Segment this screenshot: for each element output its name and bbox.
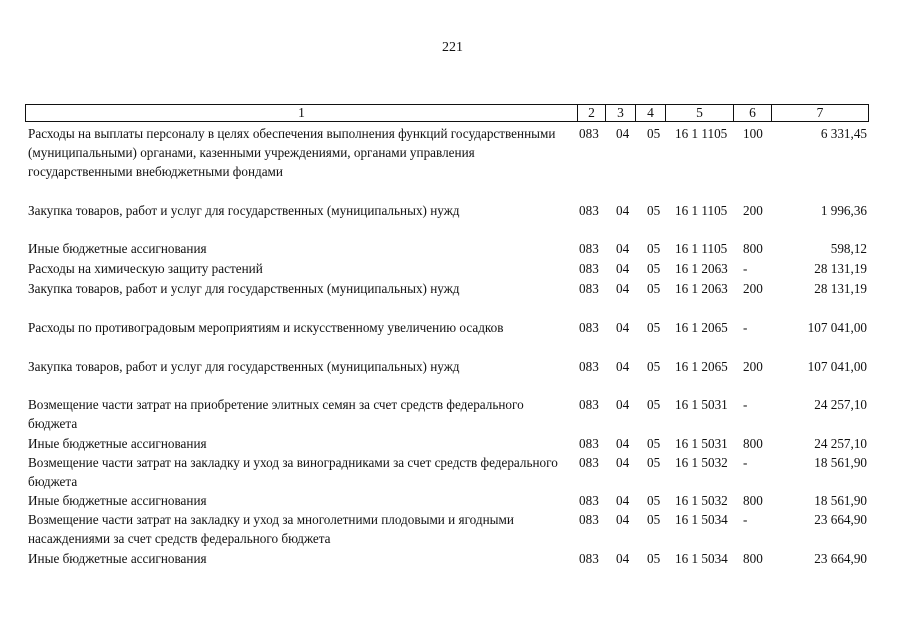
- header-col-2: 2: [578, 105, 606, 121]
- row-subsection: 05: [647, 203, 661, 218]
- row-name: Расходы на выплаты персоналу в целях обеспечения выполнения функций государственными (муниципальными) органами, казенными учреждениями, органами управления государственными внебюджетными фондами: [28, 126, 556, 179]
- header-col-5: 5: [666, 105, 734, 121]
- row-sum: 598,12: [830, 241, 867, 256]
- row-target-code: 16 1 5031: [675, 397, 728, 412]
- row-name: Расходы на химическую защиту растений: [28, 261, 263, 276]
- row-section: 04: [616, 359, 630, 374]
- row-subsection: 05: [647, 493, 661, 508]
- row-sum: 23 664,90: [814, 551, 867, 566]
- header-col-1: 1: [26, 105, 578, 121]
- row-code: 083: [579, 203, 599, 218]
- row-expense-type: 800: [743, 241, 763, 256]
- row-expense-type: 200: [743, 281, 763, 296]
- row-sum: 28 131,19: [814, 281, 867, 296]
- row-target-code: 16 1 2063: [675, 281, 728, 296]
- row-section: 04: [616, 261, 630, 276]
- row-name: Закупка товаров, работ и услуг для государственных (муниципальных) нужд: [28, 359, 460, 374]
- row-section: 04: [616, 241, 630, 256]
- row-target-code: 16 1 2065: [675, 359, 728, 374]
- row-name: Закупка товаров, работ и услуг для государственных (муниципальных) нужд: [28, 281, 460, 296]
- row-sum: 107 041,00: [807, 359, 867, 374]
- row-sum: 23 664,90: [814, 512, 867, 527]
- row-name: Расходы по противоградовым мероприятиям и искусственному увеличению осадков: [28, 320, 504, 335]
- row-code: 083: [579, 126, 599, 141]
- row-code: 083: [579, 320, 599, 335]
- table-header: [25, 104, 869, 122]
- row-expense-type: 200: [743, 203, 763, 218]
- row-target-code: 16 1 5032: [675, 455, 728, 470]
- row-target-code: 16 1 1105: [675, 241, 728, 256]
- row-subsection: 05: [647, 436, 661, 451]
- row-expense-type: 100: [743, 126, 763, 141]
- row-section: 04: [616, 493, 630, 508]
- row-subsection: 05: [647, 261, 661, 276]
- row-name: Возмещение части затрат на закладку и уход за многолетними плодовыми и ягодными насаждениями за счет средств федерального бюджета: [28, 512, 514, 546]
- row-target-code: 16 1 5032: [675, 493, 728, 508]
- row-code: 083: [579, 359, 599, 374]
- row-subsection: 05: [647, 241, 661, 256]
- row-expense-type: 800: [743, 551, 763, 566]
- row-subsection: 05: [647, 359, 661, 374]
- row-sum: 18 561,90: [814, 493, 867, 508]
- page-number: 221: [442, 40, 463, 55]
- row-section: 04: [616, 551, 630, 566]
- header-col-7: 7: [816, 105, 824, 120]
- row-name: Иные бюджетные ассигнования: [28, 241, 207, 256]
- row-sum: 24 257,10: [814, 397, 867, 412]
- row-sum: 18 561,90: [814, 455, 867, 470]
- row-name: Возмещение части затрат на закладку и уход за виноградниками за счет средств федерального бюджета: [28, 455, 558, 489]
- header-col-6: 6: [734, 105, 772, 121]
- row-code: 083: [579, 493, 599, 508]
- row-expense-type: -: [743, 512, 748, 527]
- row-expense-type: -: [743, 455, 748, 470]
- row-expense-type: 800: [743, 436, 763, 451]
- row-sum: 6 331,45: [820, 126, 867, 141]
- row-target-code: 16 1 1105: [675, 126, 728, 141]
- row-section: 04: [616, 455, 630, 470]
- row-subsection: 05: [647, 455, 661, 470]
- row-expense-type: 200: [743, 359, 763, 374]
- row-code: 083: [579, 281, 599, 296]
- row-name: Закупка товаров, работ и услуг для государственных (муниципальных) нужд: [28, 203, 460, 218]
- row-subsection: 05: [647, 320, 661, 335]
- row-target-code: 16 1 5034: [675, 551, 728, 566]
- row-code: 083: [579, 397, 599, 412]
- row-subsection: 05: [647, 551, 661, 566]
- row-section: 04: [616, 512, 630, 527]
- row-sum: 28 131,19: [814, 261, 867, 276]
- row-target-code: 16 1 1105: [675, 203, 728, 218]
- row-target-code: 16 1 2065: [675, 320, 728, 335]
- row-code: 083: [579, 455, 599, 470]
- row-section: 04: [616, 203, 630, 218]
- row-code: 083: [579, 551, 599, 566]
- row-expense-type: -: [743, 261, 748, 276]
- header-col-3: 3: [606, 105, 636, 121]
- row-expense-type: -: [743, 397, 748, 412]
- row-sum: 24 257,10: [814, 436, 867, 451]
- row-section: 04: [616, 397, 630, 412]
- row-section: 04: [616, 436, 630, 451]
- row-code: 083: [579, 261, 599, 276]
- row-sum: 107 041,00: [807, 320, 867, 335]
- row-sum: 1 996,36: [820, 203, 867, 218]
- row-section: 04: [616, 126, 630, 141]
- row-target-code: 16 1 5031: [675, 436, 728, 451]
- header-col-4: 4: [636, 105, 666, 121]
- row-name: Возмещение части затрат на приобретение элитных семян за счет средств федерального бюджета: [28, 397, 524, 431]
- row-subsection: 05: [647, 281, 661, 296]
- row-code: 083: [579, 436, 599, 451]
- row-target-code: 16 1 5034: [675, 512, 728, 527]
- row-name: Иные бюджетные ассигнования: [28, 493, 207, 508]
- row-name: Иные бюджетные ассигнования: [28, 551, 207, 566]
- row-expense-type: 800: [743, 493, 763, 508]
- row-section: 04: [616, 281, 630, 296]
- row-target-code: 16 1 2063: [675, 261, 728, 276]
- row-subsection: 05: [647, 397, 661, 412]
- row-code: 083: [579, 512, 599, 527]
- row-subsection: 05: [647, 126, 661, 141]
- row-subsection: 05: [647, 512, 661, 527]
- row-expense-type: -: [743, 320, 748, 335]
- row-section: 04: [616, 320, 630, 335]
- row-name: Иные бюджетные ассигнования: [28, 436, 207, 451]
- row-code: 083: [579, 241, 599, 256]
